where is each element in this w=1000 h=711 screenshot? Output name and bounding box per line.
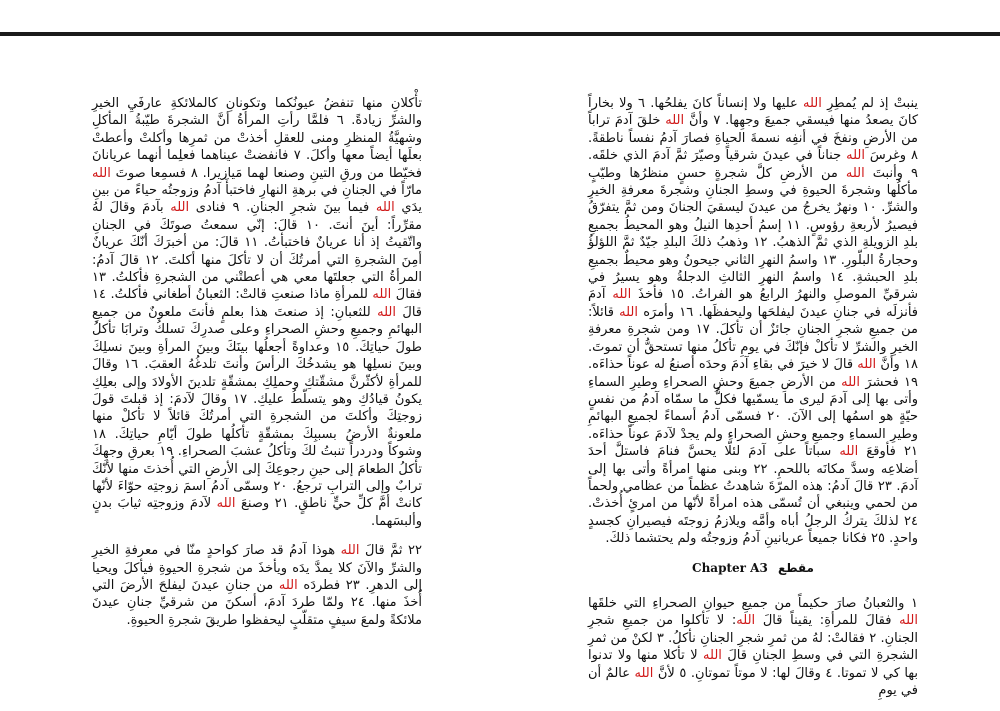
chapter-label: Chapter A3 <box>692 560 768 575</box>
left-column <box>92 95 422 641</box>
chapter-label-arabic: مقطع <box>778 560 814 575</box>
divine-name: الله <box>857 357 877 373</box>
divine-name: الله <box>216 496 236 512</box>
right-paragraph-1 <box>588 95 918 548</box>
divine-name: الله <box>845 165 865 181</box>
verse-text: : لا تأكلوا من جميعِ شجرِ الجنانِ. ٢ فقالتْ: لهُ من ثمرِ شجرِ الجنانِ نأكلُ. ٣ لكنْ من ثمرِ الشجرةِ التي في وسطِ الجنانِ قالَ <box>588 613 918 664</box>
verse-text: عليها ولا إنساناً كانَ يفلحُها. ٦ ولا بخاراً كانَ يصعدُ منها فيسقي جميعَ وجهِها. ٧ وأنَّ <box>588 96 919 129</box>
divine-name: الله <box>612 287 632 303</box>
divine-name: الله <box>703 648 722 664</box>
verse-text: لآدمَ وزوجتِه ثيابَ بدنٍ وألبسَهما. <box>92 496 422 529</box>
verse-text: ٢٢ ثمَّ قالَ <box>359 543 422 559</box>
verse-text: لا تأكلا منها ولا تدنوا بها كي لا تموتا. ٤ وقالَ لها: لا موتاً تموتانِ. ٥ لأنَّ <box>588 648 918 681</box>
divine-name: الله <box>377 304 396 320</box>
verse-text: قالَ لا خيرَ في بقاءِ آدمَ وحدَه أصنعُ له عوناً حذاءَه. ١٩ فحشرَ <box>588 357 918 390</box>
verse-text: سباتاً على آدمَ لئلّا يحسَّ فنامَ فاستلَّ أحدَ أضلاعِه وسدَّ مكانَه باللحمِ. ٢٢ وبنى منها امرأةً وأتى بها إلى آدمَ. ٢٣ قالَ آدمُ: هذه المرّةَ شاهدتُ عظماً من عظامي ولحماً من لحمي وينبغي أن تُسمّى هذه امرأةً لأنّها من امرئٍ أُخذتْ. ٢٤ لذلكَ يتركُ الرجلُ أباه وأمَّه ويلازمُ زوجتَه فيصيرانِ كجسدٍ واحدٍ. ٢٥ فكانا جميعاً عريانينِ آدمُ وزوجتُه ولم يحتشما ذلكَ. <box>588 444 919 547</box>
divine-name: الله <box>899 613 918 629</box>
chapter-heading <box>588 560 918 577</box>
right-column <box>588 95 918 711</box>
verse-text: جناناً في عيدنَ شرقياً وصيّرَ ثمَّ آدمَ الذي خلقَه. ٩ وأنبتَ <box>588 148 918 181</box>
verse-text: هوذا آدمُ قد صارَ كواحدٍ منّا في معرفةِ الخيرِ والشرِّ والآنَ كلا يمدَّ يدَه ويأخذَ من شجرةِ الحيوةِ فيأكلَ ويحيا إلى الدهرِ. ٢٣ فطردَه <box>92 543 422 593</box>
divine-name: الله <box>619 304 639 320</box>
divine-name: الله <box>736 613 756 629</box>
divine-name: الله <box>634 665 654 681</box>
divine-name: الله <box>665 113 685 129</box>
verse-text: للثعبانِ: إذ صنعتَ هذا بعلمٍ فأنتَ ملعونٌ من جميعِ البهائمِ وجميعِ وحشِ الصحراءِ وعلى صدرِكَ تسلكُ وترابَا تأكلُ طولَ حياتِكَ. ١٥ وعداوةً أجعلُها بينَكَ وبينَ المرأةِ وبينَ نسلِكَ وبينَ نسلِها هو يشدخُكَ الرأسَ وأنتَ تلدغُهُ العقبَ. ١٦ وقالَ للمرأةِ لأكثّرنَّ مشقّتكِ وحملِكِ بمشقّةٍ تلدينَ الأولادَ وإلى بعلِكِ يكونُ قيادُكِ وهو يتسلّطُ عليكِ. ١٧ وقالَ لآدمَ: إذ قبلتَ قولَ زوجتِكَ وأكلتَ من الشجرةِ التي أمرتُكَ قائلاً لا تأكلْ منها ملعونةٌ الأرضُ بسببِكَ بمشقّةٍ تأكلُها طولَ أيّامِ حياتِكَ. ١٨ وشوكاً ودردراً تنبتُ لكَ وتأكلُ عشبَ الصحراءِ. ١٩ بعرقِ وجهِكَ تأكلُ الطعامَ إلى حينِ رجوعِكَ إلى الأرضِ التي أُخذتَ منها لأنّكَ ترابٌ وإلى الترابِ ترجعُ. ٢٠ وسمّى آدمُ اسمَ زوجتِه حوّاءَ لأنّها كانتْ أمَّ كلِّ حيٍّ ناطقٍ. ٢١ وصنعَ <box>92 304 423 512</box>
verse-text: فقالَ للمرأةِ: يقيناً قالَ <box>755 613 900 629</box>
verse-text: قائلاً: من جميعِ شجرِ الجنانِ جائزٌ أن تأكلَ. ١٧ ومن شجرةِ معرفةِ الخيرِ والشرِّ لا تأكلْ فإنّكَ في يومِ تأكلُ منها تستحقُّ أن تموتَ. ١٨ وأنَّ <box>588 304 918 373</box>
verse-text: خلقَ آدمَ تراباً من الأرضِ ونفخَ في أنفِه نسمةَ الحياةِ فصارَ آدمُ نفساً ناطقةً. ٨ وغرسَ <box>588 113 918 164</box>
left-paragraph-1 <box>92 95 422 530</box>
divine-name: الله <box>372 287 392 303</box>
divine-name: الله <box>846 148 865 164</box>
verse-text: فيما بينَ شجرِ الجنانِ. ٩ فنادى <box>189 200 376 216</box>
divine-name: الله <box>803 96 822 111</box>
divine-name: الله <box>278 577 298 593</box>
verse-text: من الأرضِ كلَّ شجرةٍ حسنٍ منظرُها وطيّبٍ مأكلُها وشجرةَ الحيوةِ في وسطِ الجنانِ وشجرةَ معرفةِ الخيرِ والشرِّ. ١٠ ونهرٌ يخرجُ من عيدنَ ليسقيَ الجنانَ ومن ثمَّ يتفرّقُ فيصيرُ لأربعةِ رؤوسٍ. ١١ إسمُ أحدِها النيلُ وهو المحيطُ بجميعِ بلدِ الزويلةِ الذي ثمَّ الذهبُ. ١٢ وذهبُ ذلكَ البلدِ جيّدٌ ثمَّ اللؤلؤُ وحجارةُ البلّورِ. ١٣ واسمُ النهرِ الثاني جيحونُ وهو محيطٌ بجميعِ بلدِ الحبشةِ. ١٤ واسمُ النهرِ الثالثِ الدجلةُ وهو يسيرُ في شرقيِّ الموصلِ والنهرُ الرابعُ هو الفراتُ. ١٥ فأخذَ <box>588 165 918 303</box>
verse-text: تأْكلانِ منها تنفضُ عيونُكما وتكونانِ كالملائكةِ عارفَيِ الخيرِ والشرِّ زيادةً. ٦ فلمَّا رأتِ المرأةُ أنَّ الشجرةَ طيّبةُ المأكلِ وشهيَّةُ المنظرِ ومنى للعقلِ أخذتْ من ثمرِها وأكلتْ وأعطتْ بعلَها أيضاً معها وأكلَ. ٧ فانفضتْ عيناهما فعلِما أنهما عريانانَ فخيّطا من ورقِ التينِ وصنعا لهما مَيازيرا. ٨ فسمِعا صوتَ <box>92 96 423 181</box>
verse-text: مارّاً في الجنانِ في برهةِ النهارِ فاختبأَ آدمُ وزوجتُه حياءً من بينِ يدَي <box>92 183 423 216</box>
verse-text: من الأرضِ جميعَ وحشِ الصحراءِ وطيرِ السماءِ وأتى بها إلى آدمَ ليرى ما يسمّيها فكلُّ ما سمّاه آدمُ من نفسٍ حيّةٍ هو اسمُها إلى الآنَ. ٢٠ فسمّى آدمُ أسماءً لجميعِ البهائمِ وطيرِ السماءِ وجميعِ وحشِ الصحراءِ ولم يجدْ لآدمَ عوناً حذاءَه. ٢١ فأوقعَ <box>588 374 919 460</box>
verse-text: من جنانِ عيدنَ ليفلحَ الأرضَ التي أُخذَ منها. ٢٤ ولمّا طردَ آدمَ، أسكنَ من شرقيِّ جنانِ عيدنَ ملائكةً ولمعَ سيفٍ متقلّبٍ ليحفظوا طريقَ شجرةِ الحيوةِ. <box>92 577 422 628</box>
divine-name: الله <box>340 543 360 559</box>
verse-text: ينبتْ إذ لم يُمطِرِ <box>821 96 919 111</box>
left-paragraph-2 <box>92 542 422 629</box>
right-paragraph-2 <box>588 595 918 699</box>
divine-name: الله <box>92 165 111 181</box>
divine-name: الله <box>839 444 859 460</box>
divine-name: الله <box>170 200 190 216</box>
verse-text: ١ والثعبانُ صارَ حكيماً من جميعِ حيوانِ الصحراءِ التي خلقَها <box>588 595 918 611</box>
verse-text: للمرأةِ ماذا صنعتِ قالتْ: الثعبانُ أطغاني فأكلتُ. ١٤ قالَ <box>92 287 422 320</box>
verse-text: آدمَ فأنزلَه في جنانِ عيدنَ ليفلحَها وليحفظَها. ١٦ وأمرَه <box>588 287 919 320</box>
divine-name: الله <box>375 200 395 216</box>
verse-text: عالمٌ أن في يومِ <box>588 665 918 698</box>
verse-text: بآدمَ وقالَ لهُ مقرِّراً: أينَ أنتَ. ١٠ قالَ: إنّي سمعتُ صوتَكَ في الجنانِ واتّقيتُ إذ أنا عريانٌ فاختبأتُ. ١١ قالَ: من أخبرَكَ أنّكَ عريانٌ أمِنَ الشجرةِ التي أمرتُكَ أن لا تأكلَ منها أكلتَ. ١٢ قالَ آدمُ: المرأةُ التي جعلتَها معي هي أعطتْني من الشجرةِ فأكلتُ. ١٣ فقالَ <box>92 200 423 303</box>
divine-name: الله <box>841 374 860 390</box>
top-rule <box>0 32 1000 36</box>
